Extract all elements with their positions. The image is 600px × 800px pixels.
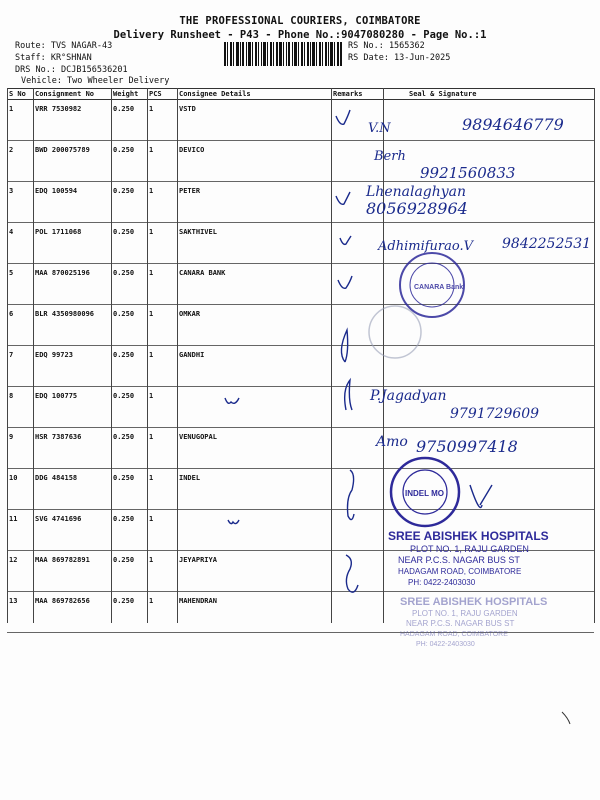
cell-consignment-no: BLR 4350980096 [35,310,95,318]
signature-9: Amo [376,434,408,450]
cell-sno: 7 [9,351,14,359]
signature-8: P.Jagadyan [370,388,447,404]
svg-text:NEAR P.C.S. NAGAR BUS ST: NEAR P.C.S. NAGAR BUS ST [398,555,520,565]
cell-consignee: MAHENDRAN [179,597,217,605]
cell-pcs: 1 [149,392,154,400]
cell-remarks [331,469,383,509]
cell-remarks [331,510,383,550]
cell-consignee: PETER [179,187,201,195]
cell-signature [383,387,594,427]
col-weight: Weight [113,90,139,98]
cell-consignment-no: HSR 7387636 [35,433,82,441]
table-header [7,88,594,100]
cell-remarks [331,592,383,632]
table-row [7,141,594,182]
cell-weight: 0.250 [113,105,135,113]
svg-text:PH: 0422-2403030: PH: 0422-2403030 [416,641,475,648]
cell-remarks [331,182,383,222]
cell-consignee: DEVICO [179,146,205,154]
cell-consignee: CANARA BANK [179,269,226,277]
cell-pcs: 1 [149,474,154,482]
cell-consignment-no: BWD 200075789 [35,146,90,154]
cell-remarks [331,223,383,263]
cell-signature [383,182,594,222]
svg-text:SREE ABISHEK HOSPITALS: SREE ABISHEK HOSPITALS [400,596,548,608]
cell-consignment-no: EDQ 100775 [35,392,78,400]
handwritten-phone-3: 8056928964 [366,199,468,218]
cell-sno: 10 [9,474,18,482]
cell-signature [383,264,594,304]
cell-signature [383,141,594,181]
cell-consignee: VSTD [179,105,196,113]
table-row [7,182,594,223]
cell-weight: 0.250 [113,351,135,359]
cell-signature [383,305,594,345]
col-pcs: PCS [149,90,162,98]
cell-pcs: 1 [149,228,154,236]
runsheet-subtitle: Delivery Runsheet - P43 - Phone No.:9047080280 - Page No.:1 [113,29,487,41]
cell-pcs: 1 [149,269,154,277]
cell-sno: 2 [9,146,14,154]
cell-signature [383,223,594,263]
cell-consignment-no: MAA 870025196 [35,269,90,277]
cell-remarks [331,346,383,386]
svg-text:PLOT NO. 1, RAJU GARDEN: PLOT NO. 1, RAJU GARDEN [412,609,518,618]
vehicle-label: Vehicle: Two Wheeler Delivery [21,76,170,86]
cell-consignee: SAKTHIVEL [179,228,217,236]
cell-sno: 6 [9,310,14,318]
cell-pcs: 1 [149,556,154,564]
table-row [7,428,594,469]
cell-consignment-no: VRR 7530982 [35,105,82,113]
table-row [7,100,594,141]
svg-text:CANARA Bank: CANARA Bank [414,284,464,291]
col-signature: Seal & Signature [409,90,477,98]
cell-remarks [331,141,383,181]
page-title: THE PROFESSIONAL COURIERS, COIMBATORE [179,15,421,27]
rs-number: RS No.: 1565362 [348,41,425,51]
cell-consignment-no: MAA 869782891 [35,556,90,564]
handwritten-phone-8: 9791729609 [450,406,540,422]
cell-weight: 0.250 [113,474,135,482]
cell-weight: 0.250 [113,597,135,605]
cell-sno: 8 [9,392,14,400]
cell-signature [383,469,594,509]
col-remarks: Remarks [333,90,363,98]
svg-text:SREE ABISHEK HOSPITALS: SREE ABISHEK HOSPITALS [388,529,549,543]
handwritten-phone-9: 9750997418 [416,437,518,456]
cell-pcs: 1 [149,515,154,523]
cell-consignee: VENUGOPAL [179,433,217,441]
cell-sno: 12 [9,556,18,564]
cell-sno: 4 [9,228,14,236]
cell-pcs: 1 [149,310,154,318]
cell-consignment-no: MAA 869782656 [35,597,90,605]
col-consignment: Consignment No [35,90,95,98]
col-consignee: Consignee Details [179,90,251,98]
signature-4: Adhimifurao.V [378,239,473,254]
handwritten-phone-2: 9921560833 [420,164,516,182]
signature-2: Berh [374,149,406,164]
table-row [7,223,594,264]
svg-text:NEAR P.C.S. NAGAR BUS ST: NEAR P.C.S. NAGAR BUS ST [406,619,515,628]
cell-consignment-no: SVG 4741696 [35,515,82,523]
barcode [224,42,342,66]
cell-pcs: 1 [149,433,154,441]
cell-weight: 0.250 [113,269,135,277]
svg-text:HADAGAM ROAD, COIMBATORE: HADAGAM ROAD, COIMBATORE [400,631,508,638]
cell-weight: 0.250 [113,433,135,441]
cell-sno: 5 [9,269,14,277]
col-sno: S No [9,90,26,98]
signature-1: V.N [368,121,391,136]
cell-consignee [177,387,331,427]
cell-pcs: 1 [149,105,154,113]
cell-weight: 0.250 [113,310,135,318]
cell-weight: 0.250 [113,187,135,195]
cell-signature [383,592,594,632]
cell-remarks [331,387,383,427]
cell-consignment-no: EDQ 99723 [35,351,73,359]
cell-consignee: OMKAR [179,310,201,318]
cell-remarks [331,428,383,468]
table-row [7,551,594,592]
cell-remarks [331,264,383,304]
runsheet-table [7,88,594,633]
cell-signature [383,100,594,140]
table-row [7,264,594,305]
cell-consignment-no: DDG 484158 [35,474,78,482]
cell-signature [383,346,594,386]
cell-weight: 0.250 [113,515,135,523]
cell-signature [383,551,594,591]
cell-pcs: 1 [149,146,154,154]
svg-text:PLOT NO. 1, RAJU GARDEN: PLOT NO. 1, RAJU GARDEN [410,544,529,554]
table-row [7,592,594,633]
signature-3: Lhenalaghyan [366,184,467,200]
handwritten-phone-1: 9894646779 [462,115,564,134]
handwritten-phone-4: 9842252531 [502,236,592,252]
cell-remarks [331,305,383,345]
cell-consignee: INDEL [179,474,201,482]
table-row [7,510,594,551]
cell-consignment-no: POL 1711068 [35,228,82,236]
cell-weight: 0.250 [113,228,135,236]
table-row [7,305,594,346]
cell-signature [383,428,594,468]
cell-remarks [331,551,383,591]
cell-pcs: 1 [149,351,154,359]
cell-signature [383,510,594,550]
drs-number: DRS No.: DCJB156536201 [15,65,128,75]
rs-date: RS Date: 13-Jun-2025 [348,53,451,63]
cell-consignee: JEYAPRIYA [179,556,217,564]
route-label: Route: TVS NAGAR-43 [15,41,113,51]
table-row [7,469,594,510]
cell-weight: 0.250 [113,392,135,400]
table-row [7,387,594,428]
cell-weight: 0.250 [113,556,135,564]
cell-sno: 11 [9,515,18,523]
svg-text:HADAGAM ROAD, COIMBATORE: HADAGAM ROAD, COIMBATORE [398,567,522,576]
cell-consignment-no: EDQ 100594 [35,187,78,195]
cell-pcs: 1 [149,187,154,195]
cell-consignee [177,510,331,550]
cell-pcs: 1 [149,597,154,605]
svg-text:INDEL MO: INDEL MO [405,489,444,498]
cell-sno: 3 [9,187,14,195]
table-row [7,346,594,387]
cell-weight: 0.250 [113,146,135,154]
cell-sno: 13 [9,597,18,605]
svg-text:PH: 0422-2403030: PH: 0422-2403030 [408,578,476,587]
staff-label: Staff: KR°SHNAN [15,53,92,63]
cell-remarks [331,100,383,140]
cell-sno: 1 [9,105,14,113]
cell-consignee: GANDHI [179,351,205,359]
cell-sno: 9 [9,433,14,441]
